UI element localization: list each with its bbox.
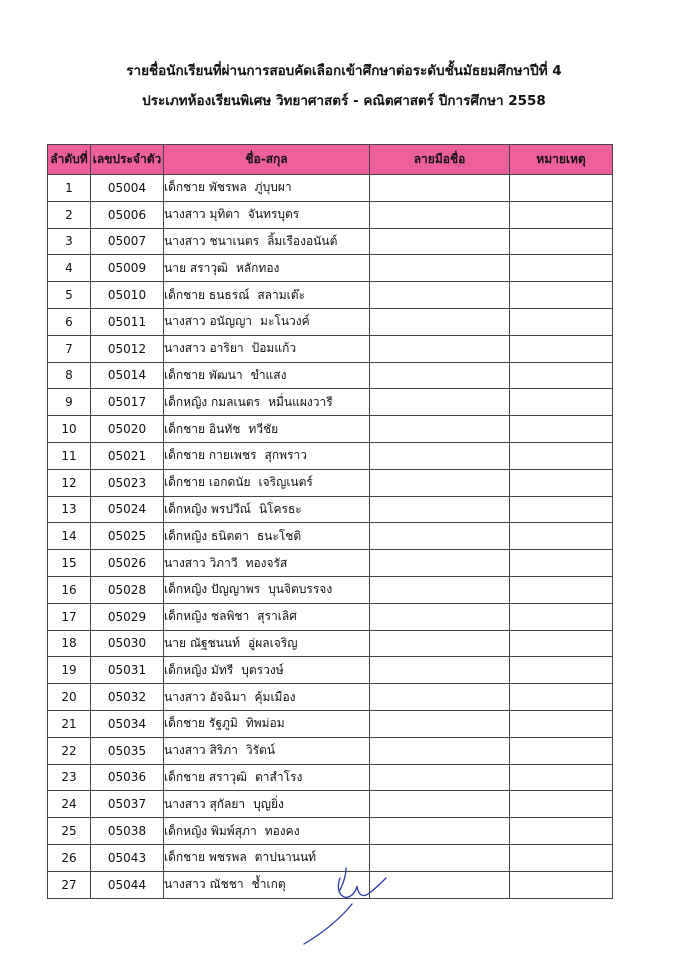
last-name: จันทรบุตร [247, 207, 300, 222]
first-name: ธนิตตา [210, 528, 249, 543]
row-remarks-cell [510, 308, 613, 335]
last-name: สุราเลิศ [257, 609, 297, 624]
row-remarks-cell [510, 523, 613, 550]
row-signature-cell [370, 416, 510, 443]
row-order: 15 [48, 550, 91, 577]
table-row [48, 818, 613, 845]
first-name: ณัชชา [209, 877, 244, 892]
header-full-name: ชื่อ-สกุล [164, 145, 370, 175]
last-name: สลามเต๊ะ [257, 287, 306, 302]
row-signature-cell [370, 684, 510, 711]
name-prefix: เด็กหญิง [164, 823, 208, 838]
row-remarks-cell [510, 255, 613, 282]
first-name: ธนธรณ์ [208, 287, 250, 302]
name-prefix: เด็กชาย [164, 180, 206, 195]
last-name: ทิพม่อม [245, 716, 285, 731]
name-prefix: นาย [164, 260, 186, 275]
row-remarks-cell [510, 389, 613, 416]
row-remarks-cell [510, 496, 613, 523]
row-remarks-cell [510, 737, 613, 764]
name-prefix: นางสาว [164, 207, 206, 222]
row-order: 10 [48, 416, 91, 443]
document-title: รายชื่อนักเรียนที่ผ่านการสอบคัดเลือกเข้าศึกษาต่อระดับชั้นมัธยมศึกษาปีที่ 4 [126, 63, 562, 79]
row-student-id: 05025 [91, 523, 164, 550]
first-name: รัฐภูมิ [208, 716, 238, 731]
row-full-name [164, 442, 370, 469]
row-remarks-cell [510, 657, 613, 684]
first-name: อัจฉิมา [209, 689, 247, 704]
header-order: ลำดับที่ [48, 145, 91, 175]
row-signature-cell [370, 630, 510, 657]
table-row [48, 496, 613, 523]
last-name: มะโนวงค์ [260, 314, 310, 329]
row-remarks-cell [510, 335, 613, 362]
row-student-id: 05006 [91, 201, 164, 228]
row-full-name [164, 496, 370, 523]
row-full-name [164, 684, 370, 711]
table-row [48, 737, 613, 764]
row-order: 12 [48, 469, 91, 496]
first-name: พรปวีณ์ [210, 501, 251, 516]
row-order: 20 [48, 684, 91, 711]
first-name: พัฒนา [208, 367, 243, 382]
row-signature-cell [370, 469, 510, 496]
first-name: พิมพ์สุภา [210, 823, 257, 838]
name-prefix: เด็กชาย [164, 850, 206, 865]
last-name: สุกพราว [264, 448, 307, 463]
row-remarks-cell [510, 844, 613, 871]
name-prefix: เด็กหญิง [164, 582, 208, 597]
last-name: หลักทอง [235, 260, 280, 275]
handwritten-signature [300, 864, 400, 946]
last-name: นิโครธะ [258, 501, 302, 516]
row-remarks-cell [510, 442, 613, 469]
first-name: มุทิตา [209, 207, 240, 222]
header-signature: ลายมือชื่อ [370, 145, 510, 175]
row-remarks-cell [510, 764, 613, 791]
row-signature-cell [370, 255, 510, 282]
last-name: วิรัตน์ [245, 743, 276, 758]
row-signature-cell [370, 201, 510, 228]
row-signature-cell [370, 442, 510, 469]
row-full-name [164, 657, 370, 684]
table-row [48, 710, 613, 737]
table-row [48, 442, 613, 469]
first-name: อาริยา [209, 341, 244, 356]
table-row [48, 308, 613, 335]
row-student-id: 05021 [91, 442, 164, 469]
name-prefix: เด็กชาย [164, 769, 206, 784]
row-order: 14 [48, 523, 91, 550]
row-signature-cell [370, 576, 510, 603]
row-remarks-cell [510, 603, 613, 630]
row-signature-cell [370, 496, 510, 523]
table-row [48, 550, 613, 577]
table-row [48, 576, 613, 603]
row-full-name [164, 764, 370, 791]
last-name: ขำแสง [250, 367, 287, 382]
name-prefix: เด็กชาย [164, 716, 206, 731]
row-order: 25 [48, 818, 91, 845]
name-prefix: เด็กหญิง [164, 662, 208, 677]
first-name: พัชรพล [208, 180, 247, 195]
row-full-name [164, 603, 370, 630]
document-subtitle: ประเภทห้องเรียนพิเศษ วิทยาศาสตร์ - คณิตศาสตร์ ปีการศึกษา 2558 [142, 93, 546, 109]
row-full-name [164, 737, 370, 764]
table-row [48, 416, 613, 443]
row-full-name [164, 389, 370, 416]
first-name: กมลเนตร [210, 394, 261, 409]
table-row [48, 603, 613, 630]
row-student-id: 05010 [91, 282, 164, 309]
row-signature-cell [370, 603, 510, 630]
row-order: 27 [48, 871, 91, 898]
last-name: ทองจรัส [245, 555, 288, 570]
last-name: ช้ำเกตุ [251, 877, 286, 892]
first-name: ชนาเนตร [209, 233, 260, 248]
row-student-id: 05007 [91, 228, 164, 255]
table-row [48, 469, 613, 496]
row-order: 8 [48, 362, 91, 389]
row-signature-cell [370, 362, 510, 389]
row-signature-cell [370, 523, 510, 550]
row-remarks-cell [510, 684, 613, 711]
row-full-name [164, 335, 370, 362]
row-signature-cell [370, 657, 510, 684]
row-remarks-cell [510, 791, 613, 818]
row-remarks-cell [510, 469, 613, 496]
row-student-id: 05034 [91, 710, 164, 737]
row-signature-cell [370, 228, 510, 255]
row-student-id: 05028 [91, 576, 164, 603]
table-row [48, 201, 613, 228]
table-body [48, 175, 613, 899]
row-student-id: 05029 [91, 603, 164, 630]
row-student-id: 05026 [91, 550, 164, 577]
table-row [48, 523, 613, 550]
name-prefix: เด็กชาย [164, 287, 206, 302]
row-order: 22 [48, 737, 91, 764]
student-roster-table [47, 144, 613, 899]
last-name: บุนจิตบรรจง [268, 582, 333, 597]
name-prefix: นางสาว [164, 555, 206, 570]
row-signature-cell [370, 791, 510, 818]
first-name: วิภาวี [209, 555, 238, 570]
row-remarks-cell [510, 871, 613, 898]
table-row [48, 684, 613, 711]
row-signature-cell [370, 335, 510, 362]
row-full-name [164, 791, 370, 818]
last-name: ลิ้มเรืองอนันต์ [267, 233, 338, 248]
name-prefix: นางสาว [164, 796, 206, 811]
last-name: ตาสำโรง [255, 769, 303, 784]
row-student-id: 05043 [91, 844, 164, 871]
row-student-id: 05035 [91, 737, 164, 764]
row-remarks-cell [510, 175, 613, 202]
header-student-id: เลขประจำตัว [91, 145, 164, 175]
row-full-name [164, 201, 370, 228]
row-order: 17 [48, 603, 91, 630]
table-header-row [48, 145, 613, 175]
row-order: 24 [48, 791, 91, 818]
name-prefix: เด็กชาย [164, 367, 206, 382]
row-full-name [164, 550, 370, 577]
row-full-name [164, 576, 370, 603]
row-full-name [164, 710, 370, 737]
last-name: หมื่นแผงวารี [268, 394, 333, 409]
row-order: 6 [48, 308, 91, 335]
row-student-id: 05038 [91, 818, 164, 845]
row-remarks-cell [510, 630, 613, 657]
row-student-id: 05009 [91, 255, 164, 282]
row-signature-cell [370, 710, 510, 737]
last-name: ภู่บุบผา [254, 180, 292, 195]
row-remarks-cell [510, 818, 613, 845]
row-signature-cell [370, 389, 510, 416]
row-order: 21 [48, 710, 91, 737]
row-full-name [164, 255, 370, 282]
row-student-id: 05012 [91, 335, 164, 362]
row-remarks-cell [510, 550, 613, 577]
row-full-name [164, 818, 370, 845]
row-full-name [164, 630, 370, 657]
row-full-name [164, 228, 370, 255]
table-row [48, 175, 613, 202]
table-row [48, 228, 613, 255]
last-name: อู่ผลเจริญ [248, 635, 298, 650]
first-name: เอกดนัย [208, 475, 251, 490]
row-remarks-cell [510, 228, 613, 255]
row-order: 9 [48, 389, 91, 416]
table-row [48, 255, 613, 282]
row-student-id: 05011 [91, 308, 164, 335]
name-prefix: เด็กหญิง [164, 609, 208, 624]
row-full-name [164, 469, 370, 496]
first-name: อนัญญา [209, 314, 253, 329]
row-student-id: 05044 [91, 871, 164, 898]
row-full-name [164, 308, 370, 335]
table-row [48, 791, 613, 818]
row-order: 5 [48, 282, 91, 309]
row-student-id: 05032 [91, 684, 164, 711]
row-full-name [164, 523, 370, 550]
row-order: 18 [48, 630, 91, 657]
last-name: ป้อมแก้ว [251, 341, 297, 356]
row-remarks-cell [510, 710, 613, 737]
first-name: อินทัช [208, 421, 241, 436]
name-prefix: นาย [164, 635, 186, 650]
name-prefix: นางสาว [164, 877, 206, 892]
row-signature-cell [370, 737, 510, 764]
row-student-id: 05030 [91, 630, 164, 657]
row-order: 11 [48, 442, 91, 469]
first-name: สราวุฒิ [189, 260, 228, 275]
table-row [48, 630, 613, 657]
row-full-name [164, 416, 370, 443]
name-prefix: เด็กหญิง [164, 528, 208, 543]
row-full-name [164, 282, 370, 309]
row-student-id: 05023 [91, 469, 164, 496]
name-prefix: เด็กหญิง [164, 394, 208, 409]
row-order: 3 [48, 228, 91, 255]
name-prefix: เด็กชาย [164, 421, 206, 436]
row-order: 13 [48, 496, 91, 523]
row-signature-cell [370, 175, 510, 202]
first-name: สุกัลยา [209, 796, 246, 811]
table-row [48, 282, 613, 309]
row-signature-cell [370, 818, 510, 845]
name-prefix: นางสาว [164, 341, 206, 356]
last-name: บุญยิ่ง [253, 796, 284, 811]
row-signature-cell [370, 282, 510, 309]
first-name: ชลพิชา [210, 609, 250, 624]
table-row [48, 335, 613, 362]
row-full-name [164, 362, 370, 389]
row-remarks-cell [510, 576, 613, 603]
row-remarks-cell [510, 416, 613, 443]
row-order: 7 [48, 335, 91, 362]
last-name: เจริญเนตร์ [258, 475, 313, 490]
table-row [48, 764, 613, 791]
table-row [48, 657, 613, 684]
row-student-id: 05036 [91, 764, 164, 791]
first-name: ปัญญาพร [210, 582, 261, 597]
name-prefix: เด็กชาย [164, 475, 206, 490]
first-name: พชรพล [208, 850, 247, 865]
table-row [48, 362, 613, 389]
last-name: ทวีชัย [248, 421, 279, 436]
last-name: บุตรวงษ์ [241, 662, 284, 677]
last-name: ตาปนานนท์ [254, 850, 317, 865]
row-order: 4 [48, 255, 91, 282]
row-student-id: 05020 [91, 416, 164, 443]
row-student-id: 05024 [91, 496, 164, 523]
row-order: 16 [48, 576, 91, 603]
row-order: 1 [48, 175, 91, 202]
row-remarks-cell [510, 362, 613, 389]
last-name: ทองคง [264, 823, 300, 838]
row-student-id: 05031 [91, 657, 164, 684]
row-student-id: 05037 [91, 791, 164, 818]
table-row [48, 389, 613, 416]
first-name: ณัฐชนนท์ [189, 635, 241, 650]
row-order: 2 [48, 201, 91, 228]
row-remarks-cell [510, 201, 613, 228]
row-signature-cell [370, 764, 510, 791]
row-student-id: 05014 [91, 362, 164, 389]
row-signature-cell [370, 550, 510, 577]
name-prefix: นางสาว [164, 314, 206, 329]
name-prefix: เด็กหญิง [164, 501, 208, 516]
row-student-id: 05004 [91, 175, 164, 202]
row-order: 26 [48, 844, 91, 871]
name-prefix: นางสาว [164, 743, 206, 758]
name-prefix: นางสาว [164, 233, 206, 248]
row-signature-cell [370, 308, 510, 335]
name-prefix: เด็กชาย [164, 448, 206, 463]
last-name: คุ้มเมือง [254, 689, 296, 704]
row-student-id: 05017 [91, 389, 164, 416]
first-name: มัทรี [210, 662, 234, 677]
first-name: กายเพชร [208, 448, 257, 463]
header-remarks: หมายเหตุ [510, 145, 613, 175]
row-full-name [164, 175, 370, 202]
last-name: ธนะโชติ [256, 528, 302, 543]
name-prefix: นางสาว [164, 689, 206, 704]
row-remarks-cell [510, 282, 613, 309]
first-name: สราวุฒิ [208, 769, 247, 784]
row-order: 23 [48, 764, 91, 791]
row-order: 19 [48, 657, 91, 684]
first-name: สิริภา [209, 743, 238, 758]
